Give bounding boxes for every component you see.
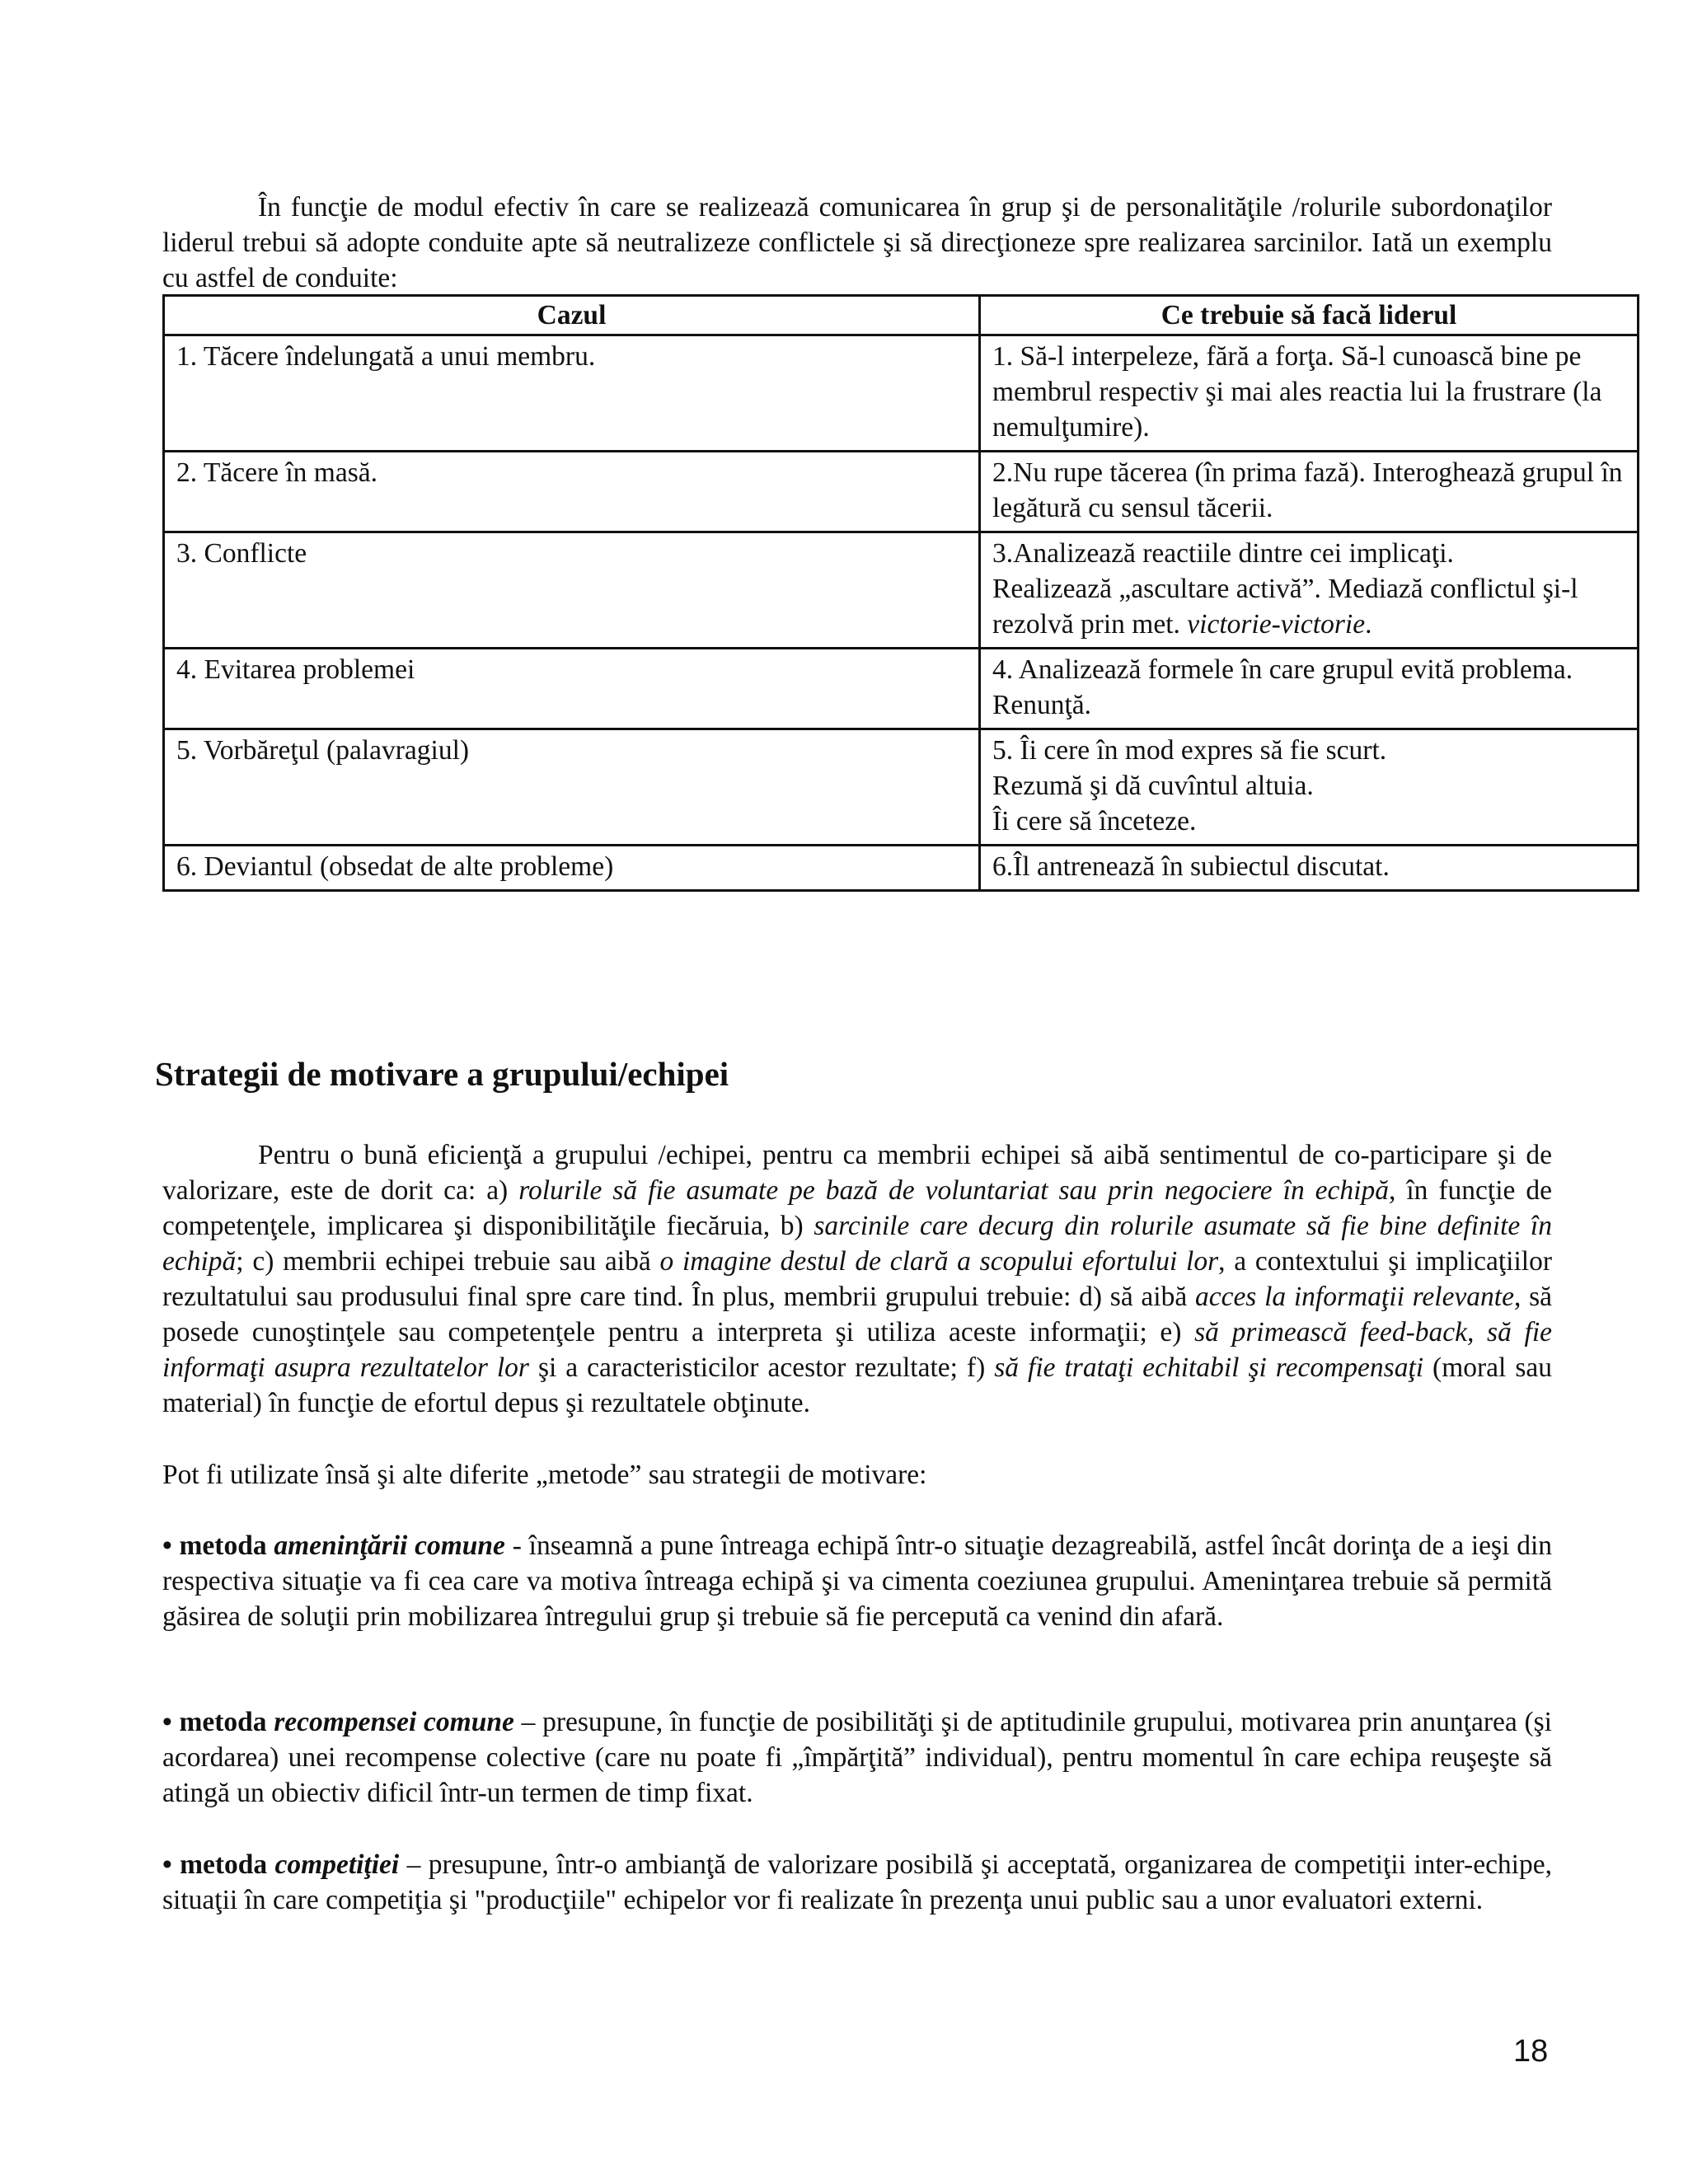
method-description: – presupune, în funcţie de posibilităţi şi de aptitudinile grupului, motivarea prin anunţarea (şi acordarea) unei recompense colective (care nu poate fi „împărţită” individual), pentru momentul în care echipa reuşeşte să atingă un obiectiv dificil într-un termen de timp fixat. — [162, 1707, 1552, 1808]
italic-run: rolurile să fie asumate pe bază de voluntariat sau prin negociere în echipă — [518, 1175, 1389, 1206]
action-line: 5. Îi cere în mod expres să fie scurt. — [992, 735, 1387, 766]
method-name: ameninţării comune — [274, 1530, 505, 1561]
table-row — [164, 452, 1639, 532]
method-bullet-label: • metoda — [162, 1530, 274, 1561]
action-cell — [980, 729, 1639, 846]
table-row — [164, 532, 1639, 649]
case-cell: 6. Deviantul (obsedat de alte probleme) — [164, 846, 980, 891]
case-cell: 4. Evitarea problemei — [164, 649, 980, 729]
header-case: Cazul — [164, 296, 980, 335]
method-threat — [162, 1528, 1552, 1634]
text-run: şi a caracteristicilor acestor rezultate; f) — [528, 1352, 995, 1383]
method-description: – presupune, într-o ambianţă de valorizare posibilă şi acceptată, organizarea de competiţii inter-echipe, situaţii în care competiţia şi "producţiile" echipelor vor fi realizate în prezenţa unui public sau a unor evaluatori externi. — [162, 1849, 1552, 1915]
action-line: 3.Analizează reactiile dintre cei implicaţi. — [992, 538, 1454, 569]
conduct-table — [162, 294, 1639, 892]
table-row — [164, 846, 1639, 891]
italic-run: să fie trataţi echitabil şi recompensaţi — [994, 1352, 1424, 1383]
table-header-row — [164, 296, 1639, 335]
method-bullet-label: • metoda — [162, 1849, 275, 1880]
action-line: 2.Nu rupe tăcerea (în prima fază). Interoghează grupul în legătură cu sensul tăcerii. — [992, 457, 1623, 523]
action-line: 4. Analizează formele în care grupul evită problema. — [992, 654, 1573, 685]
method-description: - înseamnă a pune întreaga echipă într-o situaţie dezagreabilă, astfel încât dorinţa de a ieşi din respectiva situaţie va fi cea care va motiva întreaga echipă şi va cimenta coeziunea grupului. Ameninţarea trebuie să permită găsirea de soluţii prin mobilizarea întregului grup şi trebuie să fie percepută ca venind din afară. — [162, 1530, 1552, 1632]
text-run: (moral sau material) în funcţie de efortul depus şi rezultatele obţinute. — [162, 1352, 1553, 1418]
header-leader-action: Ce trebuie să facă liderul — [980, 296, 1639, 335]
action-text: Realizează „ascultare activă”. Mediază conflictul şi-l rezolvă prin met. — [992, 574, 1578, 640]
action-line: 6.Îl antrenează în subiectul discutat. — [992, 851, 1390, 882]
table-row — [164, 335, 1639, 452]
case-cell: 1. Tăcere îndelungată a unui membru. — [164, 335, 980, 452]
text-run: , să posede cunoştinţele sau competenţele pentru a interpreta şi utiliza aceste informaţii; e) — [162, 1282, 1553, 1347]
action-italic-text: victorie-victorie — [1187, 609, 1366, 640]
table-row — [164, 729, 1639, 846]
case-cell: 5. Vorbăreţul (palavragiul) — [164, 729, 980, 846]
action-cell — [980, 532, 1639, 649]
text-run: ; c) membrii echipei trebuie sau aibă — [236, 1246, 660, 1277]
strategies-intro: Pot fi utilizate însă şi alte diferite „metode” sau strategii de motivare: — [162, 1460, 927, 1490]
method-name: competiţiei — [274, 1849, 400, 1880]
method-reward — [162, 1704, 1552, 1811]
action-text: . — [1365, 609, 1372, 640]
italic-run: o imagine destul de clară a scopului efortului lor — [659, 1246, 1219, 1277]
action-line — [992, 571, 1625, 642]
text-run: , a contextului şi implicaţiilor rezultatului sau produsului final spre care tind. În plus, membrii grupului trebuie: d) să aibă — [162, 1246, 1552, 1312]
italic-run: să primească feed-back, să fie informaţi asupra rezultatelor lor — [162, 1317, 1552, 1383]
method-name: recompensei comune — [274, 1707, 514, 1737]
action-cell — [980, 846, 1639, 891]
text-run: , în funcţie de competenţele, implicarea şi disponibilităţile fiecăruia, b) — [162, 1175, 1552, 1241]
intro-paragraph: În funcţie de modul efectiv în care se realizează comunicarea în grup şi de personalităţile /rolurile subordonaţilor liderul trebui să adopte conduite apte să neutralizeze conflictele şi să direcţioneze spre realizarea sarcinilor. Iată un exemplu cu astfel de conduite: — [162, 192, 1552, 293]
italic-run: acces la informaţii relevante — [1194, 1282, 1514, 1312]
page-number: 18 — [1513, 2034, 1549, 2069]
action-line: Renunţă. — [992, 690, 1092, 720]
motivation-paragraph — [162, 1137, 1552, 1421]
action-cell — [980, 452, 1639, 532]
section-heading: Strategii de motivare a grupului/echipei — [155, 1055, 729, 1093]
action-cell — [980, 649, 1639, 729]
italic-run: sarcinile care decurg din rolurile asumate să fie bine definite în echipă — [162, 1211, 1552, 1277]
action-line: Rezumă şi dă cuvîntul altuia. — [992, 771, 1314, 801]
case-cell: 3. Conflicte — [164, 532, 980, 649]
table-row — [164, 649, 1639, 729]
action-cell — [980, 335, 1639, 452]
action-line: 1. Să-l interpeleze, fără a forţa. Să-l cunoască bine pe membrul respectiv şi mai ales reactia lui la frustrare (la nemulţumire). — [992, 341, 1602, 443]
case-cell: 2. Tăcere în masă. — [164, 452, 980, 532]
text-run: Pentru o bună eficienţă a grupului /echipei, pentru ca membrii echipei să aibă sentimentul de co-participare şi de valorizare, este de dorit ca: a) — [162, 1140, 1552, 1206]
action-line: Îi cere să înceteze. — [992, 806, 1197, 837]
method-bullet-label: • metoda — [162, 1707, 274, 1737]
method-competition — [162, 1847, 1552, 1918]
